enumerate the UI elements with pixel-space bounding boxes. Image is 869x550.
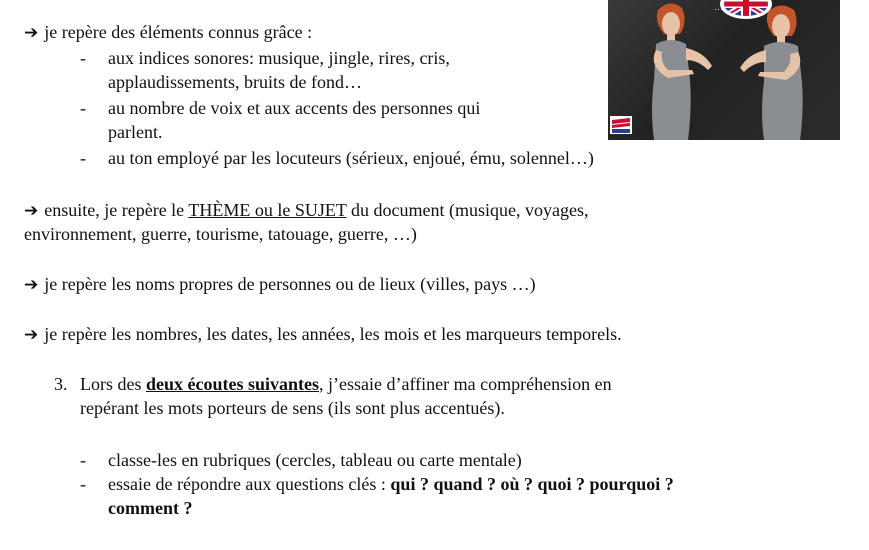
section1-intro: ➔ je repère des éléments connus grâce : xyxy=(24,22,313,43)
step3-line2: repérant les mots porteurs de sens (ils sont plus accentués). xyxy=(80,398,505,418)
arrow-icon: ➔ xyxy=(24,325,39,345)
list-item: aux indices sonores: musique, jingle, rires, cris, xyxy=(108,48,450,68)
step3-number: 3. xyxy=(54,374,68,394)
theme-subject-underlined: THÈME ou le SUJET xyxy=(188,200,347,220)
bullet-dash: - xyxy=(80,450,86,470)
two-women-photo xyxy=(608,0,840,140)
list-item-continuation: comment ? xyxy=(108,498,193,518)
list-item: au ton employé par les locuteurs (sérieux, enjoué, ému, solennel…) xyxy=(108,148,594,168)
bullet-dash: - xyxy=(80,474,86,494)
bullet-dash: - xyxy=(80,148,86,168)
list-item: classe-les en rubriques (cercles, tableau ou carte mentale) xyxy=(108,450,522,470)
arrow-icon: ➔ xyxy=(24,201,39,221)
arrow-icon: ➔ xyxy=(24,23,39,43)
bullet-dash: - xyxy=(80,48,86,68)
two-women-arguing-photo xyxy=(608,0,840,140)
section3-line: ➔ je repère les noms propres de personnes ou de lieux (villes, pays …) xyxy=(24,274,536,295)
bullet-dash: - xyxy=(80,98,86,118)
uk-flag-icon xyxy=(714,0,772,19)
two-listenings-emphasis: deux écoutes suivantes xyxy=(146,374,320,394)
section4-line: ➔ je repère les nombres, les dates, les années, les mois et les marqueurs temporels. xyxy=(24,324,622,345)
list-item: au nombre de voix et aux accents des personnes qui xyxy=(108,98,481,118)
list-item-continuation: applaudissements, bruits de fond… xyxy=(108,72,362,92)
list-item-continuation: parlent. xyxy=(108,122,163,142)
step3-line1: Lors des deux écoutes suivantes, j’essaie d’affiner ma compréhension en xyxy=(80,374,612,394)
list-item: essaie de répondre aux questions clés : qui ? quand ? où ? quoi ? pourquoi ? xyxy=(108,474,674,494)
section2-line2: environnement, guerre, tourisme, tatouage, guerre, …) xyxy=(24,224,417,244)
arrow-icon: ➔ xyxy=(24,275,39,295)
section2-line1: ➔ ensuite, je repère le THÈME ou le SUJET du document (musique, voyages, xyxy=(24,200,589,221)
american-flag-logo xyxy=(610,116,632,134)
key-questions: qui ? quand ? où ? quoi ? pourquoi ? xyxy=(390,474,674,494)
svg-text:…: … xyxy=(714,3,723,13)
